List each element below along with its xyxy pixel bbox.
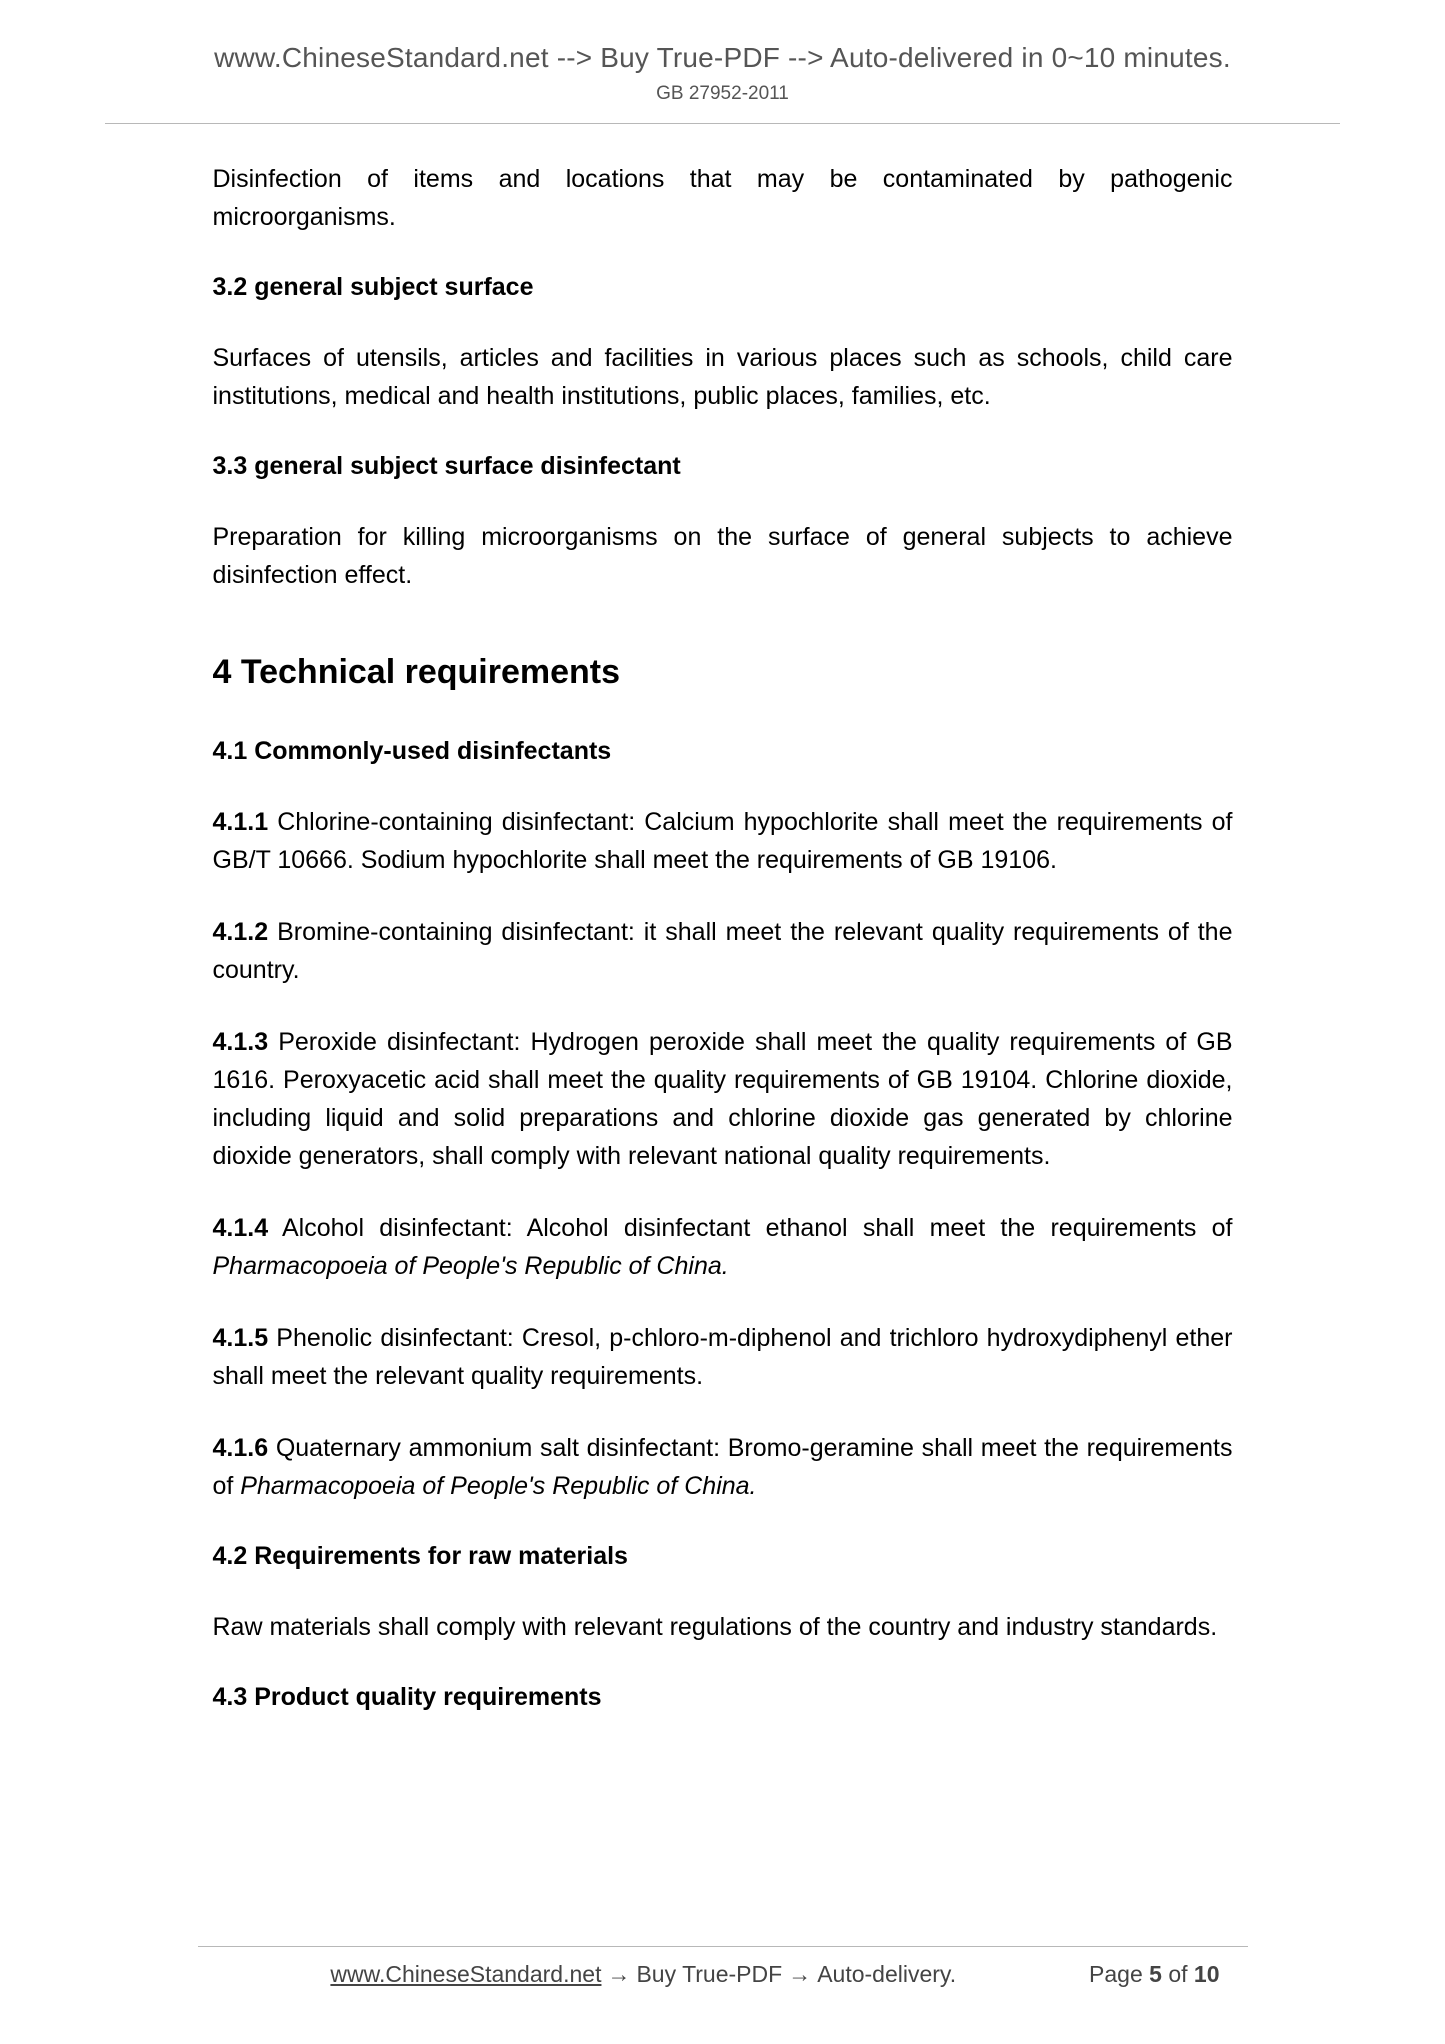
arrow-icon: →: [607, 1961, 631, 1987]
clause-4-1-4: [213, 1209, 1233, 1285]
promo-banner: www.ChineseStandard.net --> Buy True-PDF --> Auto-delivered in 0~10 minutes.: [214, 42, 1231, 73]
footer-row: [198, 1961, 1248, 1988]
clause-text: Chlorine-containing disinfectant: Calcium hypochlorite shall meet the requirements of GB/T 10666. Sodium hypochlorite shall meet the requirements of GB 19106.: [212, 808, 1233, 875]
clause-4-1-1: [213, 803, 1233, 879]
paragraph-3-3: Preparation for killing microorganisms on the surface of general subjects to achieve disinfection effect.: [212, 523, 1233, 589]
clause-text: Phenolic disinfectant: Cresol, p-chloro-m-diphenol and trichloro hydroxydiphenyl ether shall meet the relevant quality requirements.: [212, 1324, 1233, 1391]
heading-4-1: 4.1 Commonly-used disinfectants: [212, 737, 612, 766]
clause-4-1-6: [213, 1429, 1233, 1505]
page-header: [0, 0, 1445, 124]
paragraph-4-2: Raw materials shall comply with relevant regulations of the country and industry standards.: [212, 1613, 1218, 1642]
page-footer: [0, 1946, 1445, 1988]
clause-text: Peroxide disinfectant: Hydrogen peroxide shall meet the quality requirements of GB 1616. Peroxyacetic acid shall meet the quality requirements of GB 19104. Chlorine dioxide, including liquid and solid preparations and chlorine dioxide gas generated by chlorine dioxide generators, shall comply with relevant national quality requirements.: [212, 1028, 1233, 1171]
clause-number: 4.1.2: [212, 918, 269, 947]
arrow-icon: →: [788, 1961, 812, 1987]
clause-text: Quaternary ammonium salt disinfectant: Bromo-geramine shall meet the requirements of: [212, 1434, 1233, 1501]
standard-id: GB 27952-2011: [656, 83, 789, 104]
heading-3-3: 3.3 general subject surface disinfectant: [212, 452, 681, 480]
clause-number: 4.1.6: [212, 1434, 269, 1463]
of-label: of: [1168, 1961, 1188, 1987]
paragraph-intro: Disinfection of items and locations that may be contaminated by pathogenic microorganisms.: [212, 165, 1233, 231]
footer-buy-label[interactable]: Buy True-PDF: [636, 1961, 783, 1987]
footer-site-link[interactable]: www.ChineseStandard.net: [330, 1961, 602, 1987]
clause-4-1-2: [213, 913, 1233, 989]
paragraph-3-2: Surfaces of utensils, articles and facilities in various places such as schools, child care institutions, medical and health institutions, public places, families, etc.: [212, 344, 1233, 410]
footer-divider: [198, 1946, 1248, 1947]
footer-links: [198, 1961, 1090, 1988]
page-total: 10: [1193, 1961, 1220, 1987]
document-body: [213, 124, 1233, 1715]
heading-section-4: 4 Technical requirements: [212, 653, 621, 691]
clause-number: 4.1.4: [212, 1214, 269, 1243]
footer-delivery-label: Auto-delivery.: [817, 1961, 957, 1987]
clause-number: 4.1.5: [212, 1324, 269, 1353]
heading-4-3: 4.3 Product quality requirements: [212, 1683, 602, 1712]
clause-number: 4.1.3: [212, 1028, 269, 1057]
page-number: 5: [1149, 1961, 1162, 1987]
heading-4-2: 4.2 Requirements for raw materials: [212, 1542, 628, 1571]
heading-3-2: 3.2 general subject surface: [212, 273, 534, 301]
clause-citation: Pharmacopoeia of People's Republic of China.: [240, 1472, 757, 1501]
clause-text: Alcohol disinfectant: Alcohol disinfectant ethanol shall meet the requirements of: [268, 1214, 1233, 1243]
clause-4-1-3: [213, 1023, 1233, 1175]
clause-citation: Pharmacopoeia of People's Republic of China.: [212, 1252, 729, 1281]
clause-text: Bromine-containing disinfectant: it shall meet the relevant quality requirements of the country.: [212, 918, 1233, 985]
clause-number: 4.1.1: [212, 808, 269, 837]
clause-4-1-5: [213, 1319, 1233, 1395]
page-label: Page: [1089, 1961, 1143, 1987]
page-indicator: [1089, 1961, 1247, 1988]
